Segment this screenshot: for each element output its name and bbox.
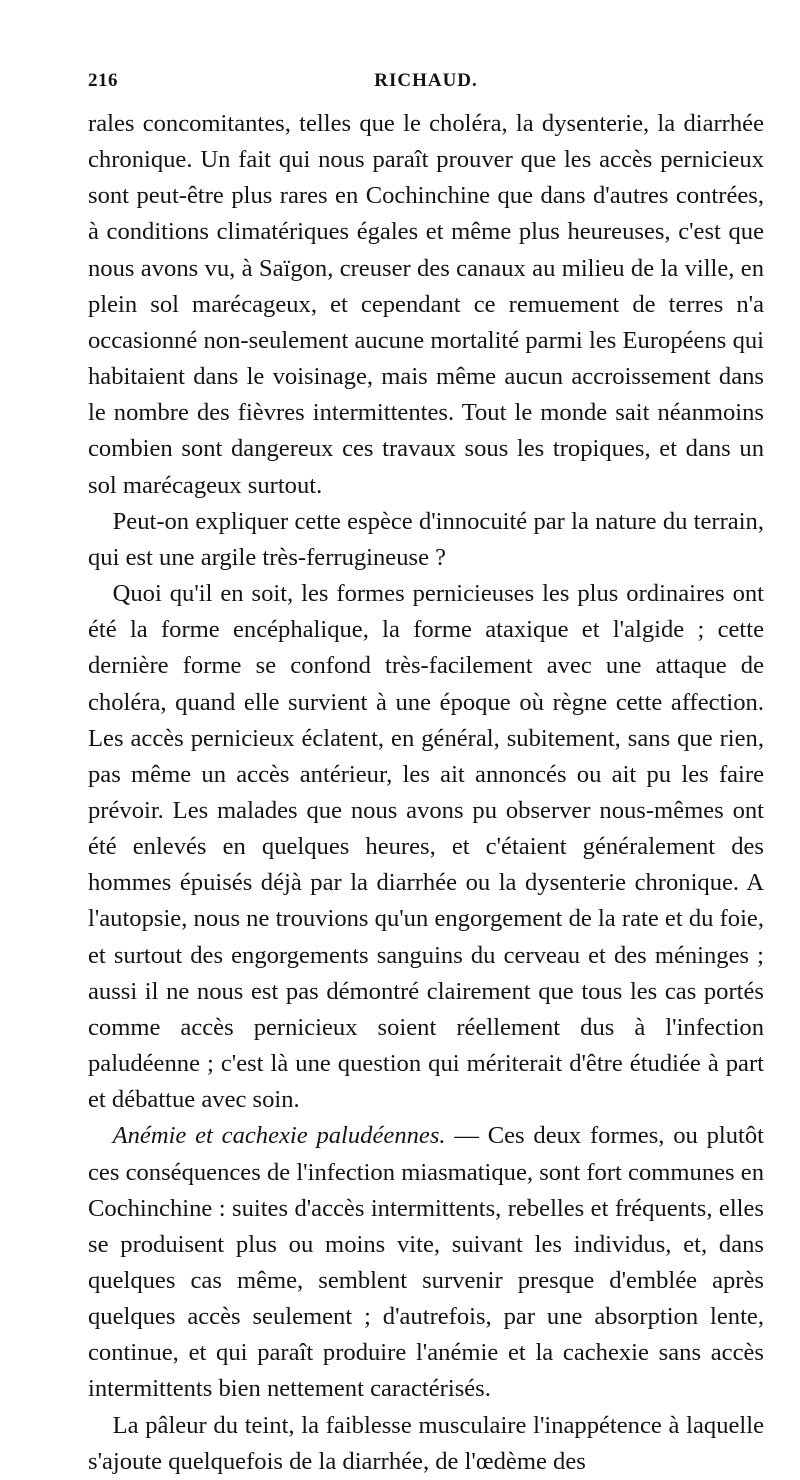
paragraph-text: Peut-on expliquer cette espèce d'innocuité par la nature du terrain, qui est une argile très-ferrugineuse ? — [88, 507, 764, 571]
page-header — [88, 70, 764, 100]
paragraph-continuation — [88, 106, 764, 504]
paragraph-section — [88, 1118, 764, 1407]
paragraph-text: Quoi qu'il en soit, les formes pernicieuses les plus ordinaires ont été la forme encéphalique, la forme ataxique et l'algide ; cette dernière forme se confond très-facilement avec une attaque de choléra, quand elle survient à une époque où règne cette affection. Les accès pernicieux éclatent, en général, subitement, sans que rien, pas même un accès antérieur, les ait annoncés ou ait pu les faire prévoir. Les malades que nous avons pu observer nous-mêmes ont été enlevés en quelques heures, et c'étaient généralement des hommes épuisés déjà par la diarrhée ou la dysenterie chronique. A l'autopsie, nous ne trouvions qu'un engorgement de la rate et du foie, et surtout des engorgements sanguins du cerveau et des méninges ; aussi il ne nous est pas démontré clairement que tous les cas portés comme accès pernicieux soient réellement dus à l'infection paludéenne ; c'est là une question qui mériterait d'être étudiée à part et débattue avec soin. — [88, 580, 764, 1114]
paragraph — [88, 1408, 764, 1480]
paragraph-text: La pâleur du teint, la faiblesse musculaire l'inappétence à laquelle s'ajoute quelquefois de la diarrhée, de l'œdème des — [88, 1411, 764, 1475]
paragraph — [88, 576, 764, 1118]
page-number: 216 — [88, 70, 118, 91]
paragraph-text: — Ces deux formes, ou plutôt ces conséquences de l'infection miasmatique, sont fort communes en Cochinchine : suites d'accès intermittents, rebelles et fréquents, elles se produisent plus ou moins vite, suivant les individus, et, dans quelques cas même, semblent survenir presque d'emblée après quelques accès seulement ; d'autrefois, par une absorption lente, continue, et qui paraît produire l'anémie et la cachexie sans accès intermittents bien nettement caractérisés. — [88, 1122, 764, 1403]
section-heading: Anémie et cachexie paludéennes. — [112, 1122, 446, 1150]
paragraph — [88, 504, 764, 576]
running-head: RICHAUD. — [374, 70, 478, 91]
paragraph-text: rales concomitantes, telles que le choléra, la dysenterie, la diarrhée chronique. Un fait qui nous paraît prouver que les accès pernicieux sont peut-être plus rares en Cochinchine que dans d'autres contrées, à conditions climatériques égales et même plus heureuses, c'est que nous avons vu, à Saïgon, creuser des canaux au milieu de la ville, en plein sol marécageux, et cependant ce remuement de terres n'a occasionné non-seulement aucune mortalité parmi les Européens qui habitaient dans le voisinage, mais même aucun accroissement dans le nombre des fièvres intermittentes. Tout le monde sait néanmoins combien sont dangereux ces travaux sous les tropiques, et dans un sol marécageux surtout. — [88, 110, 764, 499]
body-text — [88, 106, 764, 1480]
